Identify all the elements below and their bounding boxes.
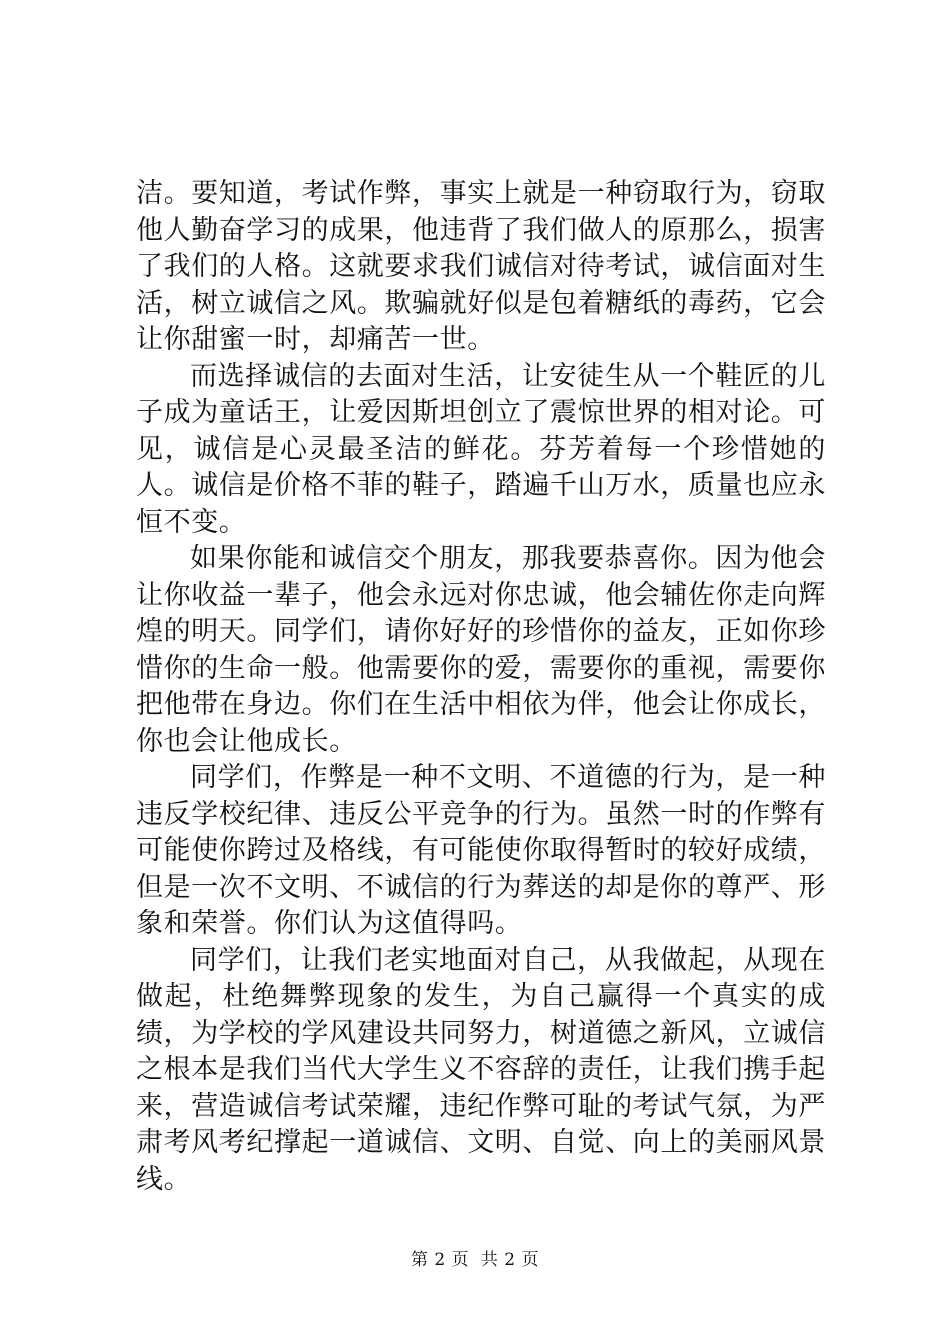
- paragraph-continuation: 洁。要知道，考试作弊，事实上就是一种窃取行为，窃取他人勤奋学习的成果，他违背了我们做人的原那么，损害了我们的人格。这就要求我们诚信对待考试，诚信面对生活，树立诚信之风。欺骗就好似是包着糖纸的毒药，它会让你甜蜜一时，却痛苦一世。: [136, 178, 826, 355]
- paragraph-friend-honesty: 如果你能和诚信交个朋友，那我要恭喜你。因为他会让你收益一辈子，他会永远对你忠诚，他会辅佐你走向辉煌的明天。同学们，请你好好的珍惜你的益友，正如你珍惜你的生命一般。他需要你的爱，需要你的重视，需要你把他带在身边。你们在生活中相依为伴，他会让你成长，你也会让他成长。: [136, 543, 826, 757]
- document-body: [136, 176, 826, 1198]
- paragraph-cheating-uncivilized: 同学们，作弊是一种不文明、不道德的行为，是一种违反学校纪律、违反公平竞争的行为。虽然一时的作弊有可能使你跨过及格线，有可能使你取得暂时的较好成绩，但是一次不文明、不诚信的行为葬送的却是你的尊严、形象和荣誉。你们认为这值得吗。: [136, 762, 826, 939]
- page-footer: [0, 1245, 950, 1270]
- page-number-label: 第 2 页 共 2 页: [410, 1250, 540, 1270]
- paragraph-choose-honesty: 而选择诚信的去面对生活，让安徒生从一个鞋匠的儿子成为童话王，让爱因斯坦创立了震惊世界的相对论。可见，诚信是心灵最圣洁的鲜花。芬芳着每一个珍惜她的人。诚信是价格不菲的鞋子，踏遍千山万水，质量也应永恒不变。: [136, 360, 826, 538]
- paragraph-call-to-action: 同学们，让我们老实地面对自己，从我做起，从现在做起，杜绝舞弊现象的发生，为自己赢得一个真实的成绩，为学校的学风建设共同努力，树道德之新风，立诚信之根本是我们当代大学生义不容辞的责任，让我们携手起来，营造诚信考试荣耀，违纪作弊可耻的考试气氛，为严肃考风考纪撑起一道诚信、文明、自觉、向上的美丽风景线。: [136, 944, 826, 1195]
